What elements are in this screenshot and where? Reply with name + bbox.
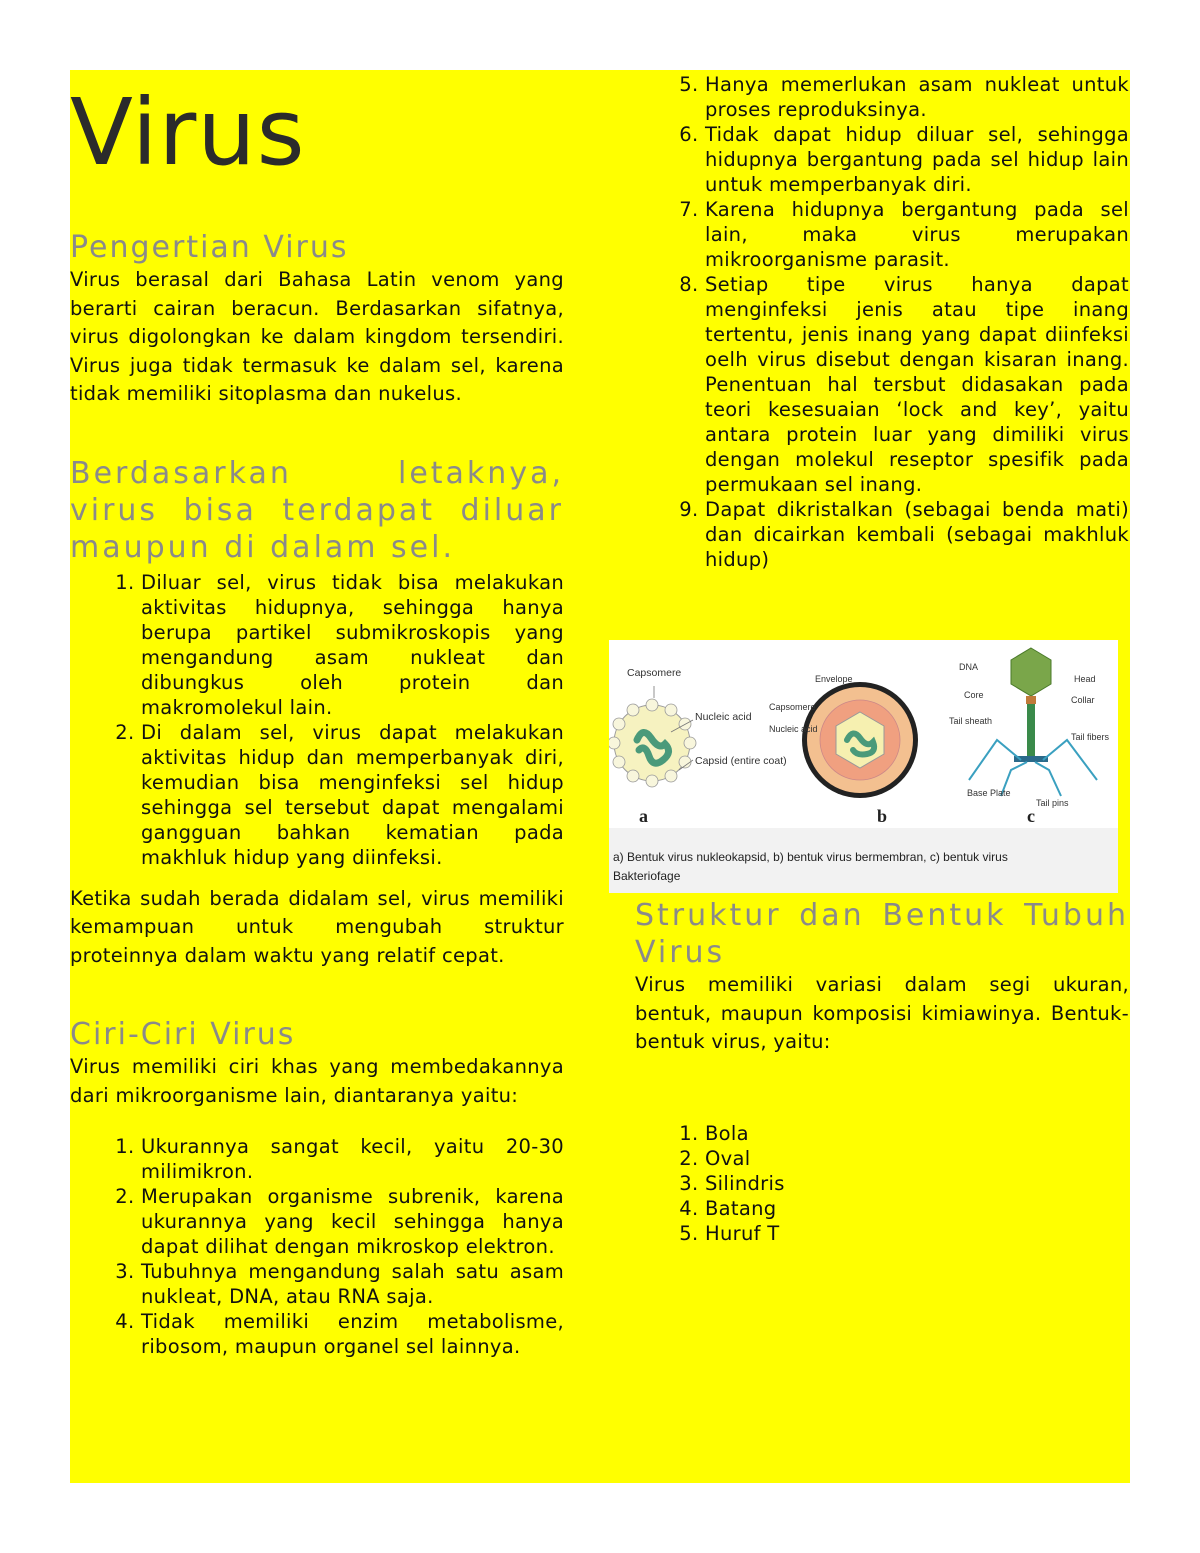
list-item: 1. Bola [705, 1121, 1129, 1146]
figure-caption-line2: Bakteriofage [613, 869, 681, 883]
bentuk-list [634, 1121, 1129, 1246]
list-item: 5. Hanya memerlukan asam nukleat untuk proses reproduksinya. [705, 72, 1129, 122]
list-item: 8. Setiap tipe virus hanya dapat menginfeksi jenis atau tipe inang tertentu, jenis inang yang dapat diinfeksi oelh virus disebut dengan kisaran inang. Penentuan hal tersbut didasakan pada teori kesesuaian ‘lock and key’, yaitu antara protein luar yang dimiliki virus dengan molekul reseptor spesifik pada permukaan sel inang. [705, 272, 1129, 497]
ciri-intro-paragraph: Virus memiliki ciri khas yang membedakannya dari mikroorganisme lain, diantaranya yaitu: [70, 1055, 564, 1107]
letak-after-paragraph: Ketika sudah berada didalam sel, virus memiliki kemampuan untuk mengubah struktur proteinnya dalam waktu yang relatif cepat. [70, 886, 564, 967]
label-base-plate: Base Plate [967, 788, 1011, 798]
ciri-list-continued [634, 72, 1129, 572]
list-item: 4. Tidak memiliki enzim metabolisme, ribosom, maupun organel sel lainnya. [141, 1309, 564, 1359]
label-tail-sheath: Tail sheath [949, 716, 993, 726]
right-column [635, 70, 1129, 572]
nucleocapsid-diagram [609, 667, 787, 787]
list-item: 9. Dapat dikristalkan (sebagai benda mati) dan dicairkan kembali (sebagai makhluk hidup) [705, 497, 1129, 572]
list-item: 7. Karena hidupnya bergantung pada sel lain, maka virus merupakan mikroorganisme parasit. [705, 197, 1129, 272]
panel-label-b: b [877, 806, 888, 826]
enveloped-virus-diagram [769, 674, 918, 798]
label-capsomere-b: Capsomere [769, 702, 816, 712]
left-column [70, 70, 564, 1359]
ciri-list [70, 1134, 564, 1359]
struktur-paragraph: Virus memiliki variasi dalam segi ukuran, bentuk, maupun komposisi kimiawinya. Bentuk-bentuk virus, yaitu: [635, 973, 1129, 1053]
label-nucleic-acid: Nucleic acid [695, 711, 752, 723]
label-dna: DNA [959, 662, 979, 672]
section-heading-ciri: Ciri-Ciri Virus [70, 1017, 296, 1052]
page-title: Virus [70, 79, 306, 186]
figure-caption-line1: a) Bentuk virus nukleokapsid, b) bentuk virus bermembran, c) bentuk virus [613, 850, 1008, 864]
label-envelope: Envelope [815, 674, 853, 684]
label-core: Core [964, 690, 984, 700]
list-item: 2. Di dalam sel, virus dapat melakukan aktivitas hidup dan memperbanyak diri, kemudian bisa menginfeksi sel hidup sehingga sel tersebut dapat mengalami gangguan bahkan kematian pada makhluk hidup yang diinfeksi. [141, 720, 564, 870]
section-heading-pengertian: Pengertian Virus [70, 230, 349, 265]
list-item: 2. Oval [705, 1146, 1129, 1171]
list-item: 3. Tubuhnya mengandung salah satu asam nukleat, DNA, atau RNA saja. [141, 1259, 564, 1309]
list-item: 5. Huruf T [705, 1221, 1129, 1246]
section-heading-letak: Berdasarkan letaknya, virus bisa terdapat diluar maupun di dalam sel. [70, 455, 564, 565]
struktur-section [635, 897, 1129, 1246]
pengertian-paragraph: Virus berasal dari Bahasa Latin venom yang berarti cairan beracun. Berdasarkan sifatnya, virus digolongkan ke dalam kingdom tersendiri. Virus juga tidak termasuk ke dalam sel, karena tidak memiliki sitoplasma dan nukelus. [70, 268, 564, 405]
label-head: Head [1074, 674, 1096, 684]
list-item: 1. Diluar sel, virus tidak bisa melakukan aktivitas hidupnya, sehingga hanya berupa partikel submikroskopis yang mengandung asam nukleat dan dibungkus oleh protein dan makromolekul lain. [141, 570, 564, 720]
label-collar: Collar [1071, 695, 1095, 705]
letak-list [70, 570, 564, 870]
label-nucleic-acid-b: Nucleic acid [769, 724, 818, 734]
section-heading-struktur: Struktur dan Bentuk Tubuh Virus [635, 898, 1129, 970]
figure-caption [613, 848, 1093, 886]
label-tail-fibers: Tail fibers [1071, 732, 1110, 742]
bacteriophage-diagram [949, 648, 1110, 808]
list-item: 1. Ukurannya sangat kecil, yaitu 20-30 milimikron. [141, 1134, 564, 1184]
list-item: 6. Tidak dapat hidup diluar sel, sehingga hidupnya bergantung pada sel hidup lain untuk memperbanyak diri. [705, 122, 1129, 197]
label-capsomere: Capsomere [627, 667, 682, 679]
panel-label-c: c [1027, 806, 1035, 826]
label-tail-pins: Tail pins [1036, 798, 1069, 808]
panel-label-a: a [639, 806, 648, 826]
list-item: 4. Batang [705, 1196, 1129, 1221]
list-item: 3. Silindris [705, 1171, 1129, 1196]
list-item: 2. Merupakan organisme subrenik, karena ukurannya yang kecil sehingga hanya dapat dilihat dengan mikroskop elektron. [141, 1184, 564, 1259]
label-capsid: Capsid (entire coat) [695, 755, 787, 767]
